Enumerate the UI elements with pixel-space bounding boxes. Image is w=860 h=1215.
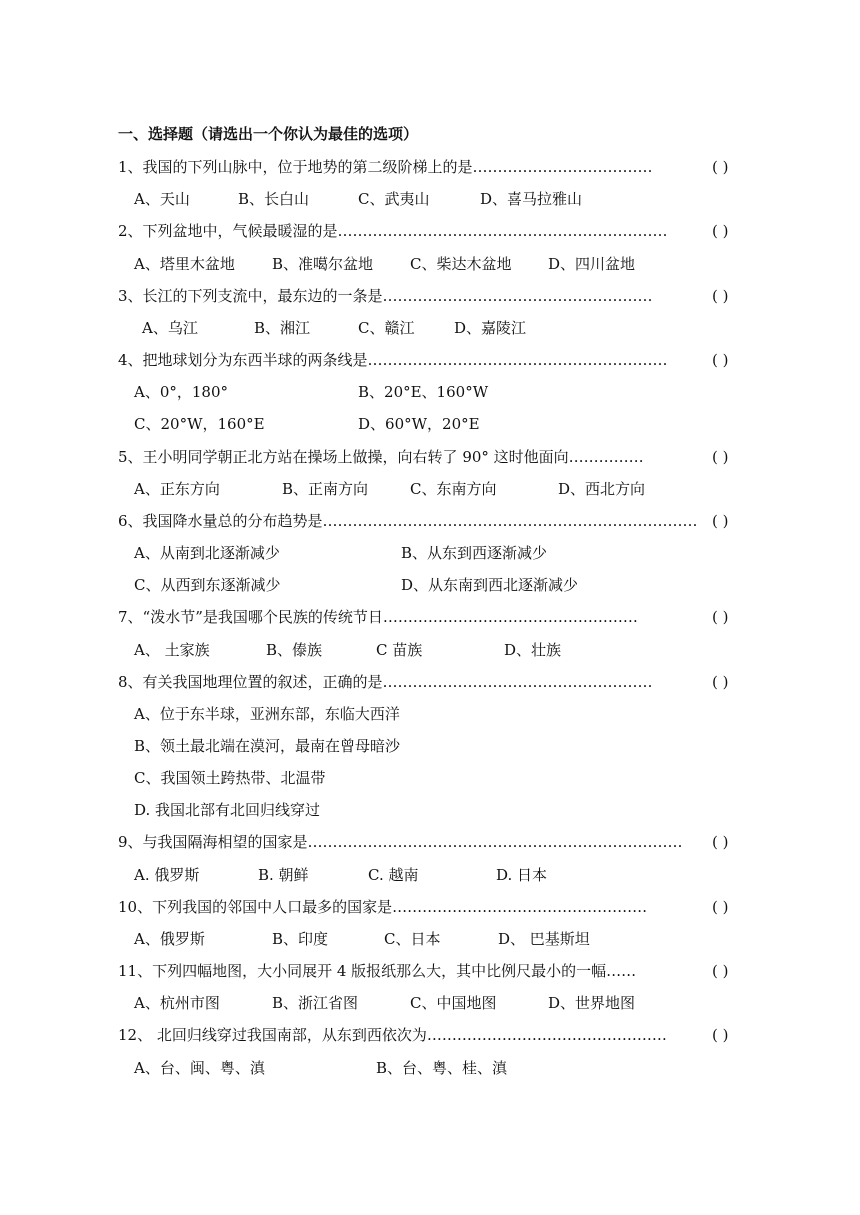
option-b: B、傣族 [266, 641, 323, 659]
answer-paren: ( ) [712, 351, 729, 369]
option-a: A、天山 [134, 190, 190, 208]
question-5 [118, 447, 644, 467]
option-c: C. 越南 [368, 866, 419, 884]
question-stem: 3、长江的下列支流中，最东边的一条是……………………………………………… [118, 287, 653, 305]
option-d: D、60°W，20°E [358, 415, 480, 433]
option-a: A、位于东半球，亚洲东部，东临大西洋 [134, 705, 400, 723]
answer-paren: ( ) [712, 898, 729, 916]
option-b: B、正南方向 [282, 480, 369, 498]
option-a: A、塔里木盆地 [134, 255, 235, 273]
answer-paren: ( ) [712, 287, 729, 305]
question-stem: 7、“泼水节”是我国哪个民族的传统节日…………………………………………… [118, 608, 638, 626]
option-d: D、 巴基斯坦 [498, 930, 590, 948]
option-c: C、20°W，160°E [134, 415, 265, 433]
question-8 [118, 672, 653, 692]
option-c: C、东南方向 [410, 480, 497, 498]
option-c: C、日本 [384, 930, 441, 948]
question-4 [118, 350, 668, 370]
question-stem: 11、下列四幅地图，大小同展开 4 版报纸那么大，其中比例尺最小的一幅…… [118, 962, 637, 980]
question-stem: 5、王小明同学朝正北方站在操场上做操，向右转了 90° 这时他面向…………… [118, 448, 644, 466]
question-1 [118, 157, 653, 177]
question-10 [118, 897, 647, 917]
option-d: D、从东南到西北逐渐减少 [401, 576, 579, 594]
question-stem: 9、与我国隔海相望的国家是………………………………………………………………… [118, 833, 683, 851]
option-c: C、从西到东逐渐减少 [134, 576, 281, 594]
option-c: C、我国领土跨热带、北温带 [134, 769, 326, 787]
question-stem: 8、有关我国地理位置的叙述，正确的是……………………………………………… [118, 673, 653, 691]
question-6 [118, 511, 698, 531]
question-stem: 10、下列我国的邻国中人口最多的国家是…………………………………………… [118, 898, 648, 916]
option-b: B、湘江 [254, 319, 311, 337]
option-a: A、杭州市图 [134, 994, 220, 1012]
question-3 [118, 286, 653, 306]
question-stem: 1、我国的下列山脉中，位于地势的第二级阶梯上的是……………………………… [118, 158, 653, 176]
question-stem: 6、我国降水量总的分布趋势是………………………………………………………………… [118, 512, 698, 530]
question-7 [118, 607, 638, 627]
option-b: B. 朝鲜 [258, 866, 309, 884]
option-a: A、从南到北逐渐减少 [134, 544, 280, 562]
option-b: B、准噶尔盆地 [272, 255, 374, 273]
question-stem: 4、把地球划分为东西半球的两条线是…………………………………………………… [118, 351, 668, 369]
option-d: D. 我国北部有北回归线穿过 [134, 801, 321, 819]
answer-paren: ( ) [712, 1026, 729, 1044]
answer-paren: ( ) [712, 608, 729, 626]
question-stem: 12、 北回归线穿过我国南部，从东到西依次为………………………………………… [118, 1026, 667, 1044]
option-c: C、中国地图 [410, 994, 497, 1012]
option-c: C、柴达木盆地 [410, 255, 512, 273]
option-b: B、领土最北端在漠河，最南在曾母暗沙 [134, 737, 401, 755]
option-a: A、 土家族 [134, 641, 210, 659]
question-11 [118, 961, 636, 981]
option-d: D. 日本 [496, 866, 548, 884]
option-b: B、长白山 [238, 190, 310, 208]
answer-paren: ( ) [712, 448, 729, 466]
option-d: D、嘉陵江 [454, 319, 527, 337]
answer-paren: ( ) [712, 158, 729, 176]
option-a: A、俄罗斯 [134, 930, 205, 948]
section-title: 一、选择题（请选出一个你认为最佳的选项） [118, 125, 419, 143]
option-a: A. 俄罗斯 [134, 866, 200, 884]
question-stem: 2、下列盆地中，气候最暖湿的是………………………………………………………… [118, 222, 668, 240]
answer-paren: ( ) [712, 833, 729, 851]
option-a: A、0°，180° [134, 383, 229, 401]
option-c: C、武夷山 [358, 190, 430, 208]
option-d: D、喜马拉雅山 [480, 190, 583, 208]
answer-paren: ( ) [712, 512, 729, 530]
option-a: A、正东方向 [134, 480, 220, 498]
option-c: C 苗族 [376, 641, 423, 659]
answer-paren: ( ) [712, 673, 729, 691]
option-d: D、西北方向 [558, 480, 646, 498]
option-b: B、从东到西逐渐减少 [401, 544, 548, 562]
option-a: A、台、闽、粤、滇 [134, 1059, 265, 1077]
option-d: D、世界地图 [548, 994, 636, 1012]
option-a: A、乌江 [142, 319, 198, 337]
option-b: B、台、粤、桂、滇 [376, 1059, 508, 1077]
answer-paren: ( ) [712, 222, 729, 240]
option-b: B、浙江省图 [272, 994, 359, 1012]
answer-paren: ( ) [712, 962, 729, 980]
option-b: B、印度 [272, 930, 329, 948]
option-c: C、赣江 [358, 319, 415, 337]
option-d: D、四川盆地 [548, 255, 636, 273]
question-2 [118, 221, 668, 241]
option-d: D、壮族 [504, 641, 562, 659]
question-9 [118, 832, 683, 852]
question-12 [118, 1025, 667, 1045]
option-b: B、20°E、160°W [358, 383, 489, 401]
